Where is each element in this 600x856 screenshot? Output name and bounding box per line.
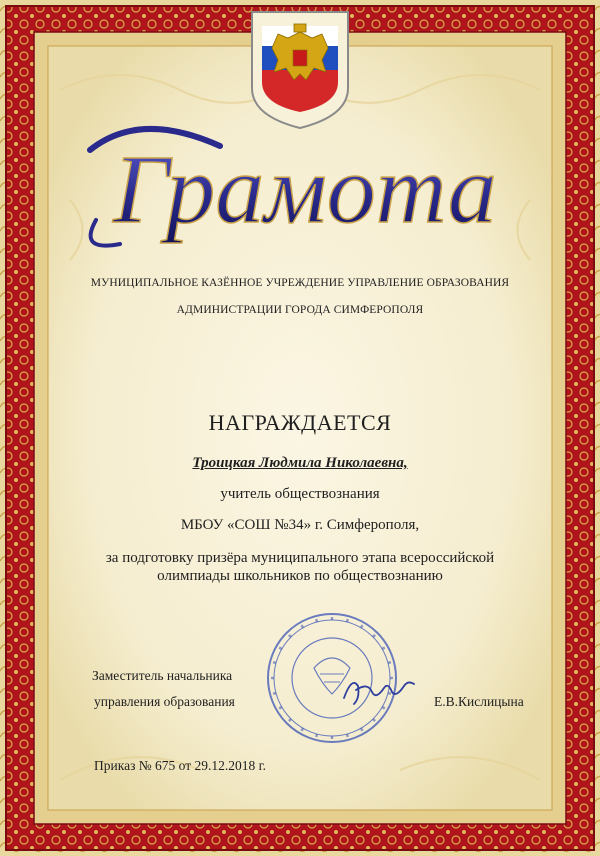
handwritten-signature: [338, 668, 418, 712]
awarded-heading: НАГРАЖДАЕТСЯ: [208, 410, 392, 435]
certificate-title: [0, 110, 600, 270]
signatory-title-line-2: управления образования: [94, 694, 235, 709]
svg-text:Грамота: Грамота: [113, 136, 497, 244]
recipient-name: Троицкая Людмила Николаевна,: [192, 455, 408, 471]
signatory-name: Е.В.Кислицына: [434, 694, 524, 709]
organization-line-2: АДМИНИСТРАЦИИ ГОРОДА СИМФЕРОПОЛЯ: [176, 304, 424, 316]
recipient-position: учитель обществознания: [220, 486, 380, 502]
reason-line-1: за подготовку призёра муниципального этапа всероссийской: [105, 550, 495, 566]
organization-line-1: МУНИЦИПАЛЬНОЕ КАЗЁННОЕ УЧРЕЖДЕНИЕ УПРАВЛЕНИЕ ОБРАЗОВАНИЯ: [90, 277, 510, 289]
recipient-school: МБОУ «СОШ №34» г. Симферополя,: [180, 517, 420, 533]
signatory-title-line-1: Заместитель начальника: [92, 668, 233, 683]
reason-line-2: олимпиады школьников по обществознанию: [157, 568, 443, 584]
order-reference: Приказ № 675 от 29.12.2018 г.: [94, 758, 267, 773]
